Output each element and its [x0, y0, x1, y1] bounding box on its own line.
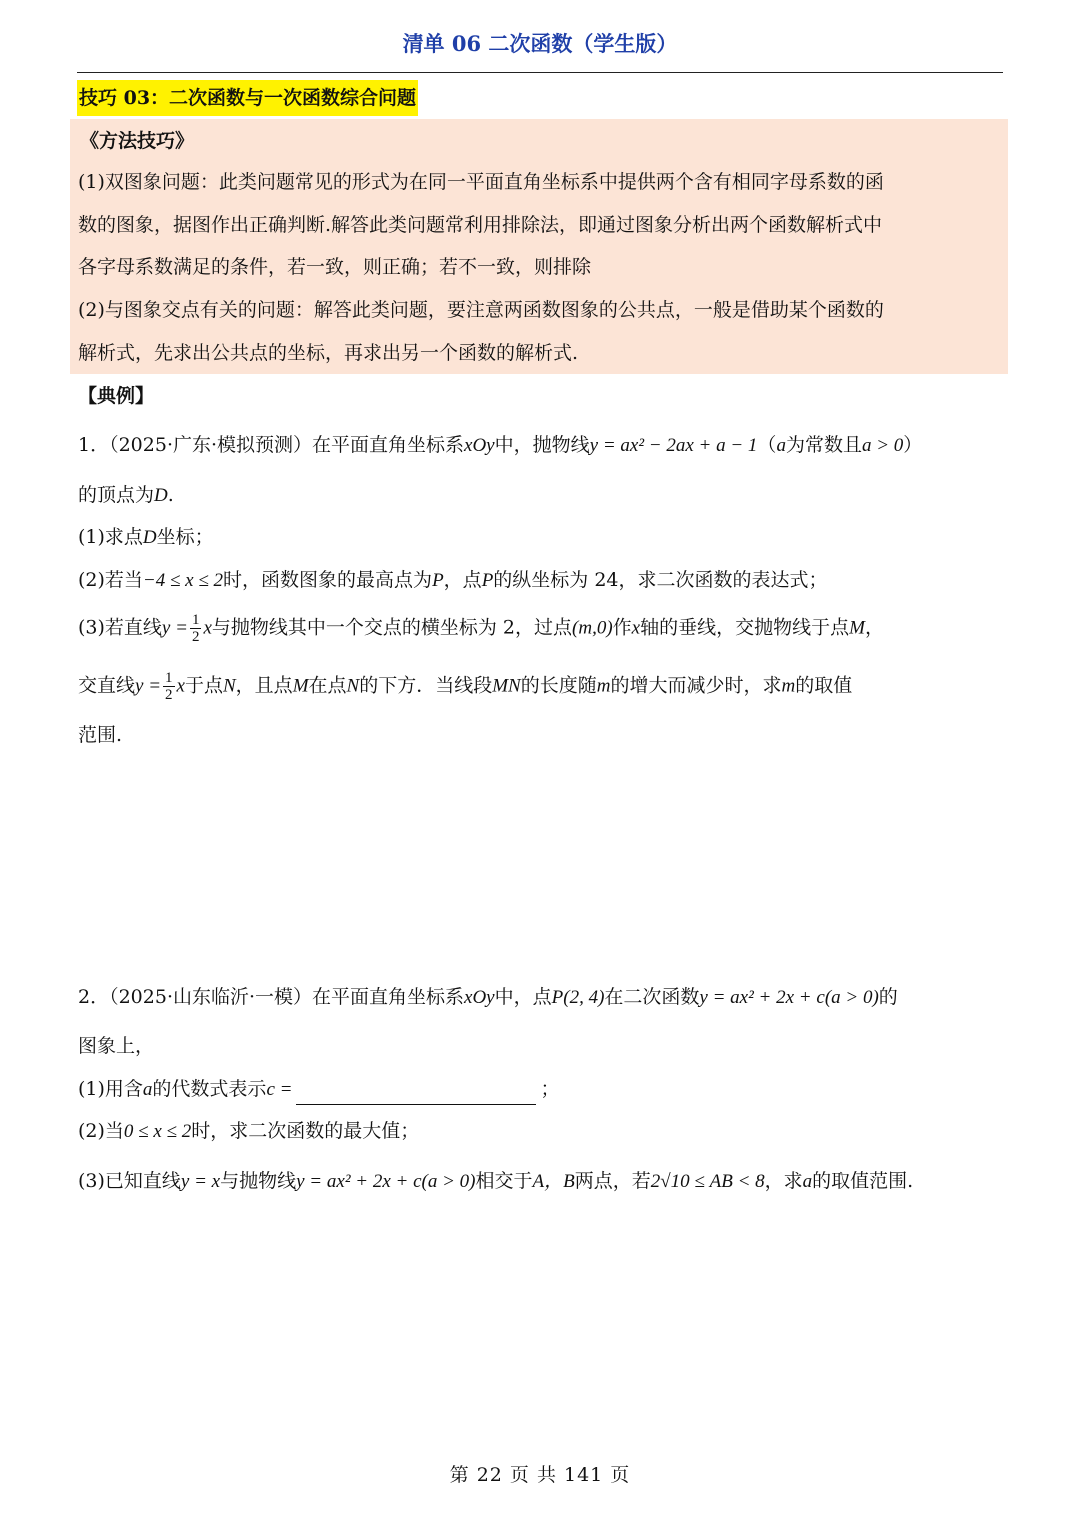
method-title: 《方法技巧》: [80, 130, 195, 152]
document-header-title: 清单 06 二次函数（学生版）: [402, 31, 678, 56]
example-heading: 【典例】: [78, 385, 155, 407]
q1-part-2: (2)若当−4 ≤ x ≤ 2时，函数图象的最高点为P，点P的纵坐标为 24，求二次函数的表达式；: [78, 569, 828, 591]
q1-stem-line-1: 1．（2025·广东·模拟预测）在平面直角坐标系xOy中，抛物线y = ax² − 2ax + a − 1（a为常数且a > 0）: [78, 434, 923, 456]
fraction-one-half: $\frac{1}{2}$: [165, 670, 173, 703]
answer-blank[interactable]: [296, 1082, 536, 1105]
q2-stem-line-1: 2．（2025·山东临沂·一模）在平面直角坐标系xOy中，点P(2, 4)在二次函数y = ax² + 2x + c(a > 0)的: [78, 986, 898, 1008]
method-line: (1)双图象问题：此类问题常见的形式为在同一平面直角坐标系中提供两个含有相同字母系数的函: [78, 171, 884, 193]
method-line: 各字母系数满足的条件，若一致，则正确；若不一致，则排除: [78, 256, 592, 278]
q2-part-2: (2)当0 ≤ x ≤ 2时，求二次函数的最大值；: [78, 1120, 420, 1142]
fraction-one-half: $\frac{1}{2}$: [191, 612, 200, 645]
q1-part-3-line-3: 范围.: [78, 724, 123, 746]
q1-part-3: (3)若直线y = $\frac{1}{2}$ x与抛物线其中一个交点的横坐标为 2，过点(m,0)作x轴的垂线，交抛物线于点M，: [78, 612, 884, 645]
method-line: 数的图象，据图作出正确判断.解答此类问题常利用排除法，即通过图象分析出两个函数解析式中: [78, 214, 883, 236]
q2-part-3: (3)已知直线y = x与抛物线y = ax² + 2x + c(a > 0)相交于A，B两点，若2√10 ≤ AB < 8，求a的取值范围.: [78, 1170, 914, 1192]
q2-part-1: (1)用含a的代数式表示c = ；: [78, 1074, 559, 1105]
q1-part-3-line-2: 交直线y = $\frac{1}{2}$ x于点N，且点M在点N的下方．当线段MN的长度随m的增大而减少时，求m的取值: [78, 670, 853, 703]
method-box: [70, 119, 1008, 374]
q1-stem-line-2: 的顶点为D.: [78, 484, 174, 506]
header-rule: [77, 72, 1003, 73]
method-line: (2)与图象交点有关的问题：解答此类问题，要注意两函数图象的公共点，一般是借助某个函数的: [78, 299, 884, 321]
page-footer: 第 22 页 共 141 页: [449, 1464, 631, 1486]
method-line: 解析式，先求出公共点的坐标，再求出另一个函数的解析式.: [78, 342, 579, 364]
technique-heading: 技巧 03：二次函数与一次函数综合问题: [77, 80, 418, 116]
q1-part-1: (1)求点D坐标；: [78, 526, 214, 548]
q2-stem-line-2: 图象上，: [78, 1035, 155, 1057]
